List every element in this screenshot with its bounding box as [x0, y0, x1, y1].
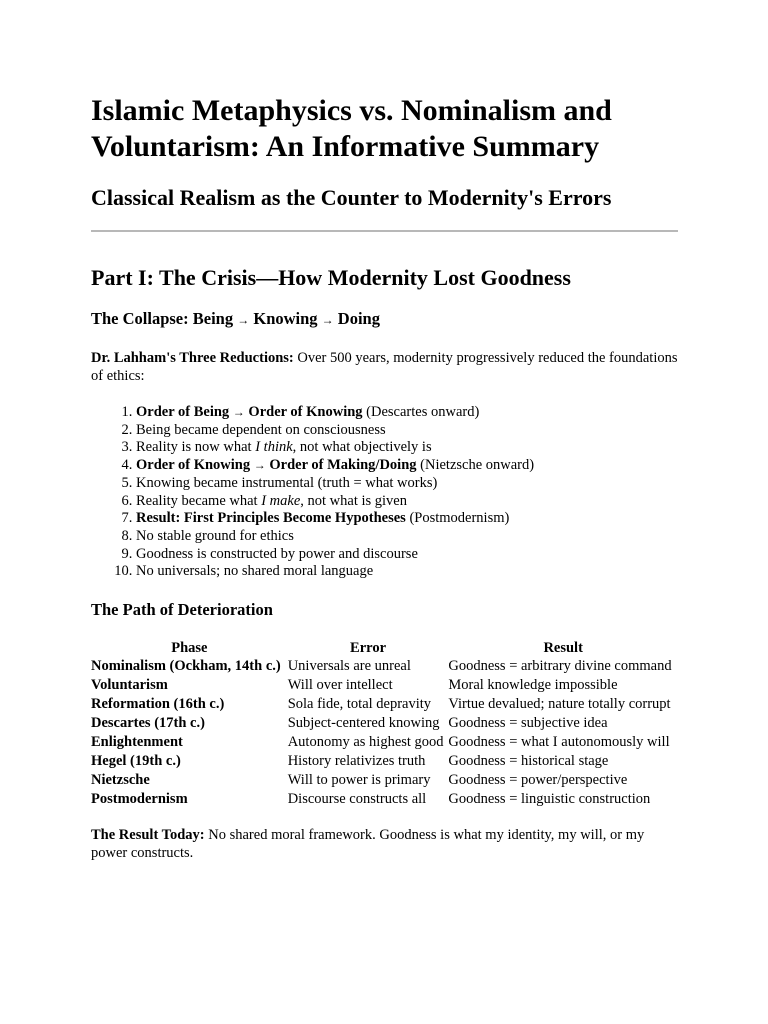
list-item-emphasis: I think	[255, 439, 293, 456]
right-arrow-icon: →	[321, 313, 334, 327]
list-item: 10. No universals; no shared moral language	[136, 563, 678, 581]
table-cell-error: Subject-centered knowing	[287, 715, 440, 732]
list-item-text: , not what objectively is	[292, 439, 432, 456]
table-cell-error: Will over intellect	[287, 677, 393, 694]
right-arrow-icon: →	[253, 458, 266, 473]
list-item-bold: Order of Making/Doing	[269, 457, 417, 474]
list-item-bold: Result: First Principles Become Hypotheses	[136, 510, 406, 527]
table-row	[91, 772, 678, 791]
path-heading: The Path of Deterioration	[91, 600, 273, 620]
column-header-phase: Phase	[171, 640, 208, 657]
table-cell-phase: Voluntarism	[91, 677, 168, 694]
table-row	[91, 677, 678, 696]
collapse-heading-w1: The Collapse: Being	[91, 309, 234, 328]
table-cell-result: Goodness = linguistic construction	[448, 791, 651, 808]
table-row	[91, 715, 678, 734]
deterioration-table	[91, 640, 678, 810]
table-cell-error: Will to power is primary	[287, 772, 431, 789]
table-cell-result: Goodness = subjective idea	[448, 715, 608, 732]
table-row	[91, 734, 678, 753]
table-cell-error: Sola fide, total depravity	[287, 696, 432, 713]
table-header-row	[91, 640, 678, 658]
table-cell-error: Autonomy as highest good	[287, 734, 444, 751]
table-row	[91, 658, 678, 677]
document-subtitle: Classical Realism as the Counter to Modernity's Errors	[91, 185, 612, 210]
reductions-paragraph	[91, 349, 678, 385]
table-cell-result: Goodness = what I autonomously will	[448, 734, 670, 751]
list-item: 5. Knowing became instrumental (truth = what works)	[136, 475, 678, 493]
table-row	[91, 696, 678, 715]
document-title: Islamic Metaphysics vs. Nominalism and Voluntarism: An Informative Summary	[91, 94, 612, 163]
list-item-text: Reality is now what	[136, 439, 256, 456]
right-arrow-icon: →	[237, 313, 250, 327]
reductions-text: Over 500 years, modernity progressively reduced the foundations of ethics:	[91, 350, 678, 384]
list-item	[136, 510, 678, 528]
table-cell-result: Goodness = historical stage	[448, 753, 609, 770]
list-item-text: (Descartes onward)	[362, 404, 480, 420]
table-cell-result: Goodness = power/perspective	[448, 772, 628, 789]
table-cell-error: Universals are unreal	[287, 658, 411, 675]
list-item-text: , not what is given	[300, 492, 407, 509]
table-cell-phase: Nietzsche	[91, 772, 150, 789]
column-header-error: Error	[350, 640, 387, 657]
list-item-text: (Postmodernism)	[405, 510, 510, 527]
collapse-heading-w3: Doing	[337, 309, 380, 328]
table-cell-phase: Postmodernism	[91, 791, 188, 808]
table-cell-result: Virtue devalued; nature totally corrupt	[448, 696, 671, 713]
table-row	[91, 753, 678, 772]
table-cell-phase: Hegel (19th c.)	[91, 753, 181, 770]
result-today-paragraph	[91, 826, 678, 862]
list-item-text: Reality became what	[136, 492, 262, 509]
table-cell-phase: Descartes (17th c.)	[91, 715, 205, 732]
table-cell-phase: Enlightenment	[91, 734, 183, 751]
reductions-lead: Dr. Lahham's Three Reductions:	[91, 350, 294, 366]
list-item	[136, 493, 678, 511]
collapse-heading-w2: Knowing	[253, 309, 318, 328]
list-item	[136, 457, 678, 475]
result-today-text: No shared moral framework. Goodness is what my identity, my will, or my power constructs.	[91, 827, 645, 862]
part1-heading: Part I: The Crisis—How Modernity Lost Goodness	[91, 265, 571, 290]
list-item-bold: Order of Being	[136, 404, 230, 420]
right-arrow-icon: →	[232, 405, 245, 419]
list-item	[136, 439, 678, 457]
table-cell-error: History relativizes truth	[287, 753, 426, 770]
table-cell-result: Goodness = arbitrary divine command	[448, 658, 672, 675]
horizontal-divider	[91, 230, 678, 232]
list-item-bold: Order of Knowing	[248, 404, 363, 420]
table-cell-result: Moral knowledge impossible	[448, 677, 618, 694]
list-item-bold: Order of Knowing	[136, 457, 251, 474]
list-item-emphasis: I make	[261, 492, 301, 509]
column-header-result: Result	[543, 640, 583, 657]
reductions-list	[91, 404, 678, 581]
list-item: 8. No stable ground for ethics	[136, 528, 678, 546]
list-item: 9. Goodness is constructed by power and discourse	[136, 546, 678, 564]
result-today-lead: The Result Today:	[91, 827, 205, 844]
table-cell-phase: Nominalism (Ockham, 14th c.)	[91, 658, 281, 675]
list-item-text: (Nietzsche onward)	[416, 457, 535, 474]
table-cell-phase: Reformation (16th c.)	[91, 696, 225, 713]
list-item	[136, 404, 678, 422]
table-cell-error: Discourse constructs all	[287, 791, 427, 808]
collapse-heading	[91, 309, 678, 330]
list-item: 2. Being became dependent on consciousness	[136, 422, 678, 440]
table-row	[91, 791, 678, 810]
